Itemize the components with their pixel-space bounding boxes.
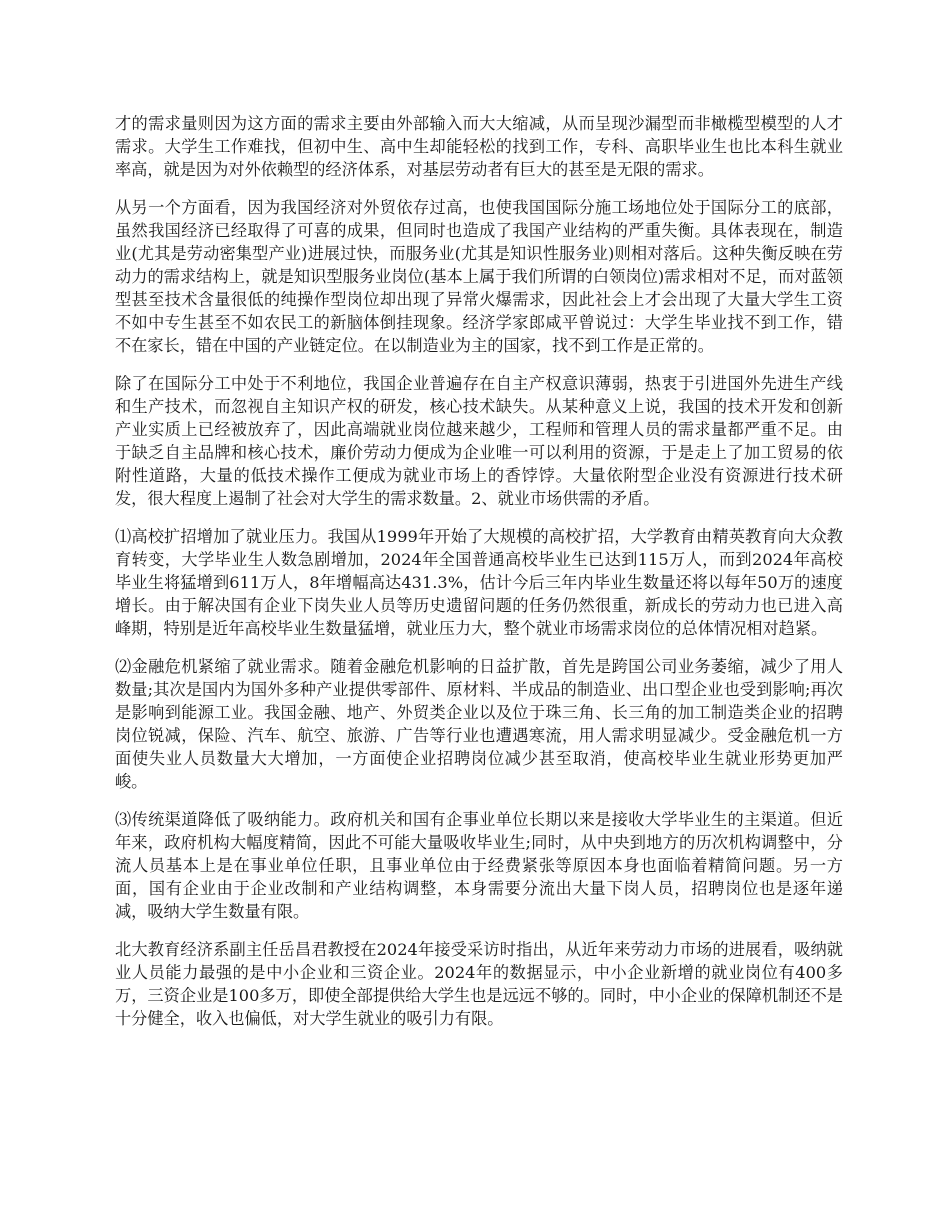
paragraph-4: ⑴高校扩招增加了就业压力。我国从1999年开始了大规模的高校扩招，大学教育由精英教育向大众教育转变，大学毕业生人数急剧增加，2024年全国普通高校毕业生已达到115万人，而到2024年高校毕业生将猛增到611万人，8年增幅高达431.3%，估计今后三年内毕业生数量还将以每年50万的速度增长。由于解决国有企业下岗失业人员等历史遗留问题的任务仍然很重，新成长的劳动力也已进入高峰期，特别是近年高校毕业生数量猛增，就业压力大，整个就业市场需求岗位的总体情况相对趋紧。: [115, 527, 843, 638]
paragraph-6: ⑶传统渠道降低了吸纳能力。政府机关和国有企事业单位长期以来是接收大学毕业生的主渠道。但近年来，政府机构大幅度精简，因此不可能大量吸收毕业生;同时，从中央到地方的历次机构调整中，分流人员基本上是在事业单位任职，且事业单位由于经费紧张等原因本身也面临着精简问题。另一方面，国有企业由于企业改制和产业结构调整，本身需要分流出大量下岗人员，招聘岗位也是逐年递减，吸纳大学生数量有限。: [115, 810, 843, 921]
paragraph-2: 从另一个方面看，因为我国经济对外贸依存过高，也使我国国际分施工场地位处于国际分工的底部，虽然我国经济已经取得了可喜的成果，但同时也造成了我国产业结构的严重失衡。具体表现在，制造业(尤其是劳动密集型产业)进展过快，而服务业(尤其是知识性服务业)则相对落后。这种失衡反映在劳动力的需求结构上，就是知识型服务业岗位(基本上属于我们所谓的白领岗位)需求相对不足，而对蓝领型甚至技术含量很低的纯操作型岗位却出现了异常火爆需求，因此社会上才会出现了大量大学生工资不如中专生甚至不如农民工的新脑体倒挂现象。经济学家郎咸平曾说过：大学生毕业找不到工作，错不在家长，错在中国的产业链定位。在以制造业为主的国家，找不到工作是正常的。: [115, 198, 843, 355]
paragraph-7: 北大教育经济系副主任岳昌君教授在2024年接受采访时指出，从近年来劳动力市场的进展看，吸纳就业人员能力最强的是中小企业和三资企业。2024年的数据显示，中小企业新增的就业岗位有400多万，三资企业是100多万，即使全部提供给大学生也是远远不够的。同时，中小企业的保障机制还不是十分健全，收入也偏低，对大学生就业的吸引力有限。: [115, 940, 843, 1028]
paragraph-3: 除了在国际分工中处于不利地位，我国企业普遍存在自主产权意识薄弱，热衷于引进国外先进生产线和生产技术，而忽视自主知识产权的研发，核心技术缺失。从某种意义上说，我国的技术开发和创新产业实质上已经被放弃了，因此高端就业岗位越来越少，工程师和管理人员的需求量都严重不足。由于缺乏自主品牌和核心技术，廉价劳动力便成为企业唯一可以利用的资源，于是走上了加工贸易的依附性道路，大量的低技术操作工便成为就业市场上的香饽饽。大量依附型企业没有资源进行技术研发，很大程度上遏制了社会对大学生的需求数量。2、就业市场供需的矛盾。: [115, 374, 843, 508]
document-body: [115, 112, 843, 1045]
paragraph-1: 才的需求量则因为这方面的需求主要由外部输入而大大缩减，从而呈现沙漏型而非橄榄型模型的人才需求。大学生工作难找，但初中生、高中生却能轻松的找到工作，专科、高职毕业生也比本科生就业率高，就是因为对外依赖型的经济体系，对基层劳动者有巨大的甚至是无限的需求。: [115, 114, 843, 179]
paragraph-5: ⑵金融危机紧缩了就业需求。随着金融危机影响的日益扩散，首先是跨国公司业务萎缩，减少了用人数量;其次是国内为国外多种产业提供零部件、原材料、半成品的制造业、出口型企业也受到影响;再次是影响到能源工业。我国金融、地产、外贸类企业以及位于珠三角、长三角的加工制造类企业的招聘岗位锐减，保险、汽车、航空、旅游、广告等行业也遭遇寒流，用人需求明显减少。受金融危机一方面使失业人员数量大大增加，一方面使企业招聘岗位减少甚至取消，使高校毕业生就业形势更加严峻。: [115, 657, 843, 791]
